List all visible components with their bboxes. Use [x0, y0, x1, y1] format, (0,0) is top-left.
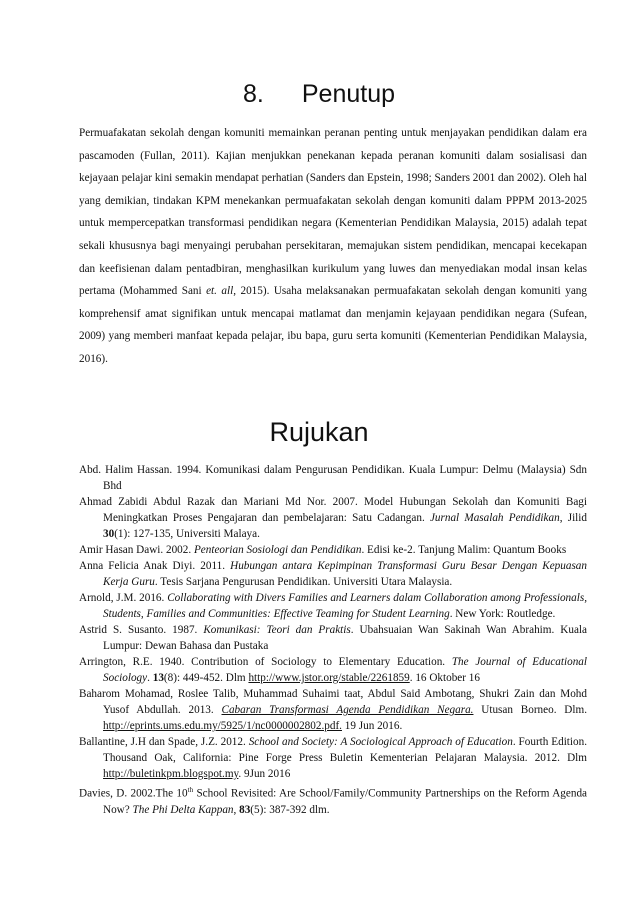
text-run: Jurnal Masalah Pendidikan — [429, 512, 560, 524]
text-run: School Revisited: Are School/Family/Community Partnerships on the Reform Agenda Now? — [103, 787, 588, 816]
reference-entry — [79, 542, 587, 558]
reference-entry — [79, 558, 587, 590]
section-number: 8. — [243, 80, 264, 108]
text-run: 83 — [239, 803, 251, 816]
text-run: , — [233, 803, 240, 816]
section-title: Penutup — [301, 80, 395, 108]
text-run: (1): 127-135, Universiti Malaya. — [114, 528, 260, 540]
text-run: Collaborating with Divers Families and Learners dalam Collaboration among Professionals, Students, Families and Communities: Effective Teaming for Student Learning — [103, 592, 587, 620]
text-run: . — [147, 672, 153, 684]
text-run: , Jilid — [559, 512, 587, 524]
text-run: Ahmad Zabidi Abdul Razak dan Mariani Md Nor. 2007. Model Hubungan Sekolah dan Komuniti Bagi Meningkatkan Proses Pengajaran dan pembelajaran: Satu Cadangan. — [79, 496, 587, 524]
reference-entry — [79, 734, 587, 782]
text-run: The Journal of Educational Sociology — [103, 656, 587, 684]
reference-link[interactable]: http://buletinkpm.blogspot.my — [103, 768, 239, 780]
reference-link[interactable]: http://www.jstor.org/stable/2261859 — [248, 672, 410, 684]
text-run: , 2015). Usaha melaksanakan permuafakatan sekolah dengan komuniti yang komprehensif amat signifikan untuk mencapai matlamat dan menjamin kejayaan pendidikan negara (Sufean, 2009) yang memberi manfaat kepada pelajar, ibu bapa, guru serta komuniti (Kementerian Pendidikan Malaysia, 2016). — [79, 285, 587, 365]
text-run: Hubungan antara Kepimpinan Transformasi Guru Besar Dengan Kepuasan Kerja Guru — [103, 560, 587, 588]
text-run: 13 — [152, 672, 164, 684]
text-run: th — [187, 786, 194, 794]
text-run: Ballantine, J.H dan Spade, J.Z. 2012. — [79, 736, 249, 748]
text-run: Arnold, J.M. 2016. — [79, 592, 168, 604]
text-run: Komunikasi: Teori dan Praktis — [203, 624, 351, 636]
text-run: Astrid S. Susanto. 1987. — [79, 624, 204, 636]
section-heading-penutup — [0, 80, 638, 109]
text-run: . Tesis Sarjana Pengurusan Pendidikan. Universiti Utara Malaysia. — [154, 576, 453, 588]
text-run: et. all — [206, 285, 234, 298]
text-run: (5): 387-392 dlm. — [250, 803, 330, 816]
text-run: . 16 Oktober 16 — [409, 672, 480, 684]
reference-list — [79, 462, 587, 818]
reference-entry — [79, 654, 587, 686]
text-run: 30 — [103, 528, 115, 540]
text-run: Abd. Halim Hassan. 1994. Komunikasi dalam Pengurusan Pendidikan. Kuala Lumpur: Delmu (Malaysia) Sdn Bhd — [79, 464, 587, 492]
reference-entry — [79, 590, 587, 622]
reference-entry — [79, 494, 587, 542]
text-run: . Ubahsuaian Wan Sakinah Wan Abrahim. Kuala Lumpur: Dewan Bahasa dan Pustaka — [103, 624, 587, 652]
reference-entry — [79, 686, 587, 734]
reference-entry — [79, 462, 587, 494]
reference-link[interactable]: Cabaran Transformasi Agenda Pendidikan Negara. — [221, 704, 474, 716]
text-run: The Phi Delta Kappan — [132, 803, 234, 816]
text-run: School and Society: A Sociological Approach of Education — [248, 736, 513, 748]
text-run: . Fourth Edition. Thousand Oak, California: Pine Forge Press Buletin Kementerian Pelajaran Malaysia. 2012. Dlm — [103, 736, 588, 764]
text-run: (8): 449-452. Dlm — [163, 672, 249, 684]
text-run: Amir Hasan Dawi. 2002. — [79, 544, 194, 556]
reference-entry — [79, 622, 587, 654]
text-run: . Edisi ke-2. Tanjung Malim: Quantum Books — [361, 544, 567, 556]
reference-entry — [79, 782, 587, 818]
text-run: 19 Jun 2016. — [341, 720, 403, 732]
text-run: . New York: Routledge. — [449, 608, 556, 620]
text-run: Anna Felicia Anak Diyi. 2011. — [79, 560, 231, 572]
text-run: . 9Jun 2016 — [238, 768, 291, 780]
references-heading: Rujukan — [269, 417, 369, 447]
text-run: Permuafakatan sekolah dengan komuniti memainkan peranan penting untuk menjayakan pendidikan dalam era pascamoden (Fullan, 2011). Kajian menjukkan penekanan kepada peranan komuniti dalam sosialisasi dan kejayaan pelajar kini semakin mendapat perhatian (Sanders dan Epstein, 1998; Sanders 2001 dan 2002). Oleh hal yang demikian, tindakan KPM menekankan permuafakatan sekolah dengan komuniti dalam PPPM 2013-2025 untuk mempercepatkan transformasi pendidikan negara (Kementerian Pendidikan Malaysia, 2015) adalah tepat sekali khususnya bagi menyaingi perubahan persekitaran, memajukan sistem pendidikan, mencapai kecekapan dan keefisienan dalam pentadbiran, menghasilkan kurikulum yang luwes dan menyediakan modal insan kelas pertama (Mohammed Sani — [79, 127, 587, 298]
text-run: Utusan Borneo. Dlm. — [473, 704, 587, 716]
text-run: Davies, D. 2002.The 10 — [79, 787, 188, 800]
closing-paragraph — [79, 122, 587, 371]
text-run: Penteorian Sosiologi dan Pendidikan — [193, 544, 362, 556]
reference-link[interactable]: http://eprints.ums.edu.my/5925/1/nc0000002802.pdf. — [103, 720, 342, 732]
text-run: Arrington, R.E. 1940. Contribution of Sociology to Elementary Education. — [79, 656, 452, 668]
text-run: Baharom Mohamad, Roslee Talib, Muhammad Suhaimi taat, Abdul Said Ambotang, Shukri Zain dan Mohd Yusof Abdullah. 2013. — [79, 688, 587, 716]
